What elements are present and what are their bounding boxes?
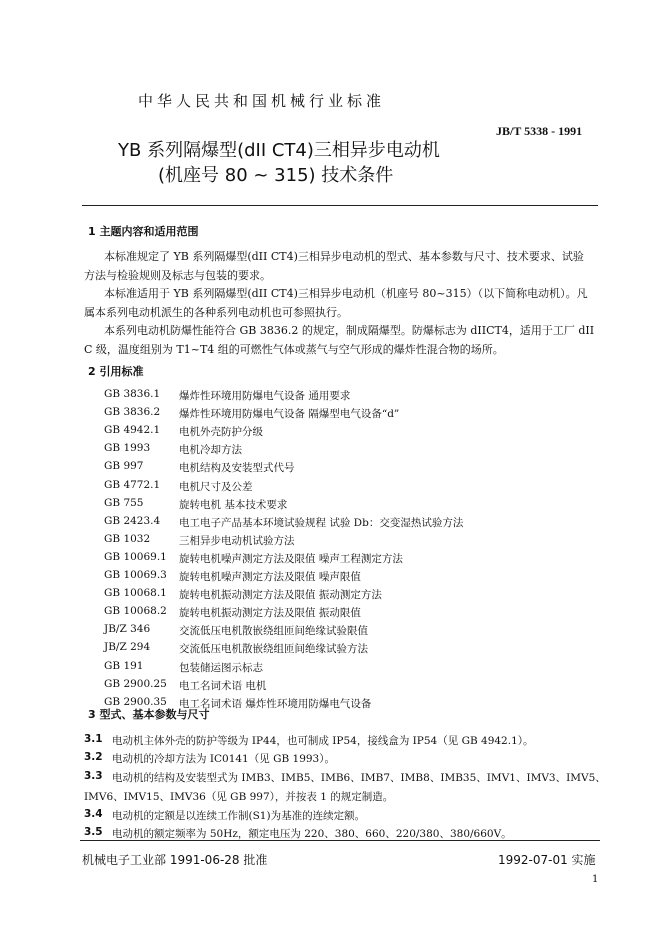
paragraph-line: 本系列电动机防爆性能符合 GB 3836.2 的规定，制成隔爆型。防爆标志为 dIICT4，适用于工厂 dII — [104, 324, 595, 337]
reference-code: GB 10068.2 — [104, 605, 167, 618]
reference-code: GB 2900.25 — [104, 677, 167, 690]
clause-number: 3.3 — [84, 770, 103, 782]
document-title-line1: YB 系列隔爆型(dII CT4)三相异步电动机 — [118, 140, 440, 161]
reference-code: GB 1032 — [104, 532, 151, 545]
reference-title: 交流低压电机散嵌绕组匝间绝缘试验方法 — [179, 643, 368, 656]
clause-number: 3.5 — [84, 826, 103, 838]
industry-standard-label: 中华人民共和国机械行业标准 — [138, 92, 386, 110]
reference-title: 爆炸性环境用防爆电气设备 隔爆型电气设备“d” — [179, 408, 400, 421]
reference-title: 包装储运图示标志 — [179, 661, 263, 674]
section-2-heading: 2 引用标准 — [88, 365, 144, 378]
reference-code: GB 10069.1 — [104, 550, 167, 563]
reference-title: 旋转电机振动测定方法及限值 振动限值 — [179, 607, 361, 620]
clause-text: 电动机的额定频率为 50Hz，额定电压为 220、380、660、220/380、380/660V。 — [112, 828, 512, 840]
section-3-heading: 3 型式、基本参数与尺寸 — [88, 708, 210, 721]
clause-number: 3.1 — [84, 733, 103, 745]
reference-code: GB 10068.1 — [104, 587, 167, 600]
paragraph-line: 本标准适用于 YB 系列隔爆型(dII CT4)三相异步电动机（机座号 80~315）（以下简称电动机）。凡 — [104, 287, 588, 300]
reference-code: GB 4772.1 — [104, 478, 161, 491]
reference-title: 电机冷却方法 — [179, 444, 242, 457]
reference-title: 旋转电机 基本技术要求 — [179, 498, 288, 511]
clause-number: 3.2 — [84, 751, 103, 763]
reference-code: JB/Z 294 — [104, 641, 151, 654]
reference-title: 旋转电机噪声测定方法及限值 噪声工程测定方法 — [179, 552, 403, 565]
reference-title: 电工电子产品基本环境试验规程 试验 Db：交变湿热试验方法 — [179, 516, 464, 529]
section-1-heading: 1 主题内容和适用范围 — [88, 225, 199, 238]
implemented-date: 1992-07-01 实施 — [498, 853, 596, 867]
reference-code: GB 3836.2 — [104, 406, 161, 419]
reference-code: GB 191 — [104, 659, 144, 672]
clause-text: IMV6、IMV15、IMV36（见 GB 997），并按表 1 的规定制造。 — [84, 791, 394, 803]
document-title-line2: (机座号 80 ~ 315) 技术条件 — [158, 165, 394, 186]
reference-title: 电工名词术语 爆炸性环境用防爆电气设备 — [179, 697, 372, 710]
reference-code: GB 10069.3 — [104, 569, 167, 581]
reference-code: GB 2423.4 — [104, 514, 161, 527]
reference-code: JB/Z 346 — [104, 623, 151, 636]
reference-title: 电机结构及安装型式代号 — [179, 462, 295, 475]
footer-divider — [80, 840, 600, 841]
reference-code: GB 4942.1 — [104, 424, 161, 437]
reference-title: 电工名词术语 电机 — [179, 679, 267, 692]
clause-text: 电动机主体外壳的防护等级为 IP44，也可制成 IP54，接线盒为 IP54（见 GB 4942.1）。 — [112, 735, 534, 747]
reference-title: 电机外壳防护分级 — [179, 426, 263, 439]
standard-number: JB/T 5338 - 1991 — [496, 124, 583, 138]
reference-title: 旋转电机振动测定方法及限值 振动测定方法 — [179, 589, 382, 602]
clause-text: 电动机的结构及安装型式为 IMB3、IMB5、IMB6、IMB7、IMB8、IMB35、IMV1、IMV3、IMV5、 — [112, 772, 606, 784]
paragraph-line: 本标准规定了 YB 系列隔爆型(dII CT4)三相异步电动机的型式、基本参数与尺寸、技术要求、试验 — [104, 250, 584, 263]
page-number: 1 — [592, 874, 599, 885]
reference-title: 旋转电机噪声测定方法及限值 噪声限值 — [179, 571, 361, 583]
reference-title: 爆炸性环境用防爆电气设备 通用要求 — [179, 390, 351, 402]
paragraph-line: C 级，温度组别为 T1~T4 组的可燃性气体或蒸气与空气形成的爆炸性混合物的场所。 — [84, 343, 504, 356]
clause-text: 电动机的冷却方法为 IC0141（见 GB 1993）。 — [112, 753, 335, 765]
paragraph-line: 属本系列电动机派生的各种系列电动机也可参照执行。 — [84, 306, 348, 319]
clause-text: 电动机的定额是以连续工作制(S1)为基准的连续定额。 — [112, 810, 366, 822]
reference-code: GB 3836.1 — [104, 388, 161, 400]
reference-title: 三相异步电动机试验方法 — [179, 534, 295, 547]
paragraph-line: 方法与检验规则及标志与包装的要求。 — [84, 269, 271, 282]
reference-title: 交流低压电机散嵌绕组匝间绝缘试验限值 — [179, 625, 368, 638]
reference-code: GB 997 — [104, 460, 144, 473]
reference-title: 电机尺寸及公差 — [179, 480, 253, 493]
reference-code: GB 2900.35 — [104, 695, 167, 708]
reference-code: GB 1993 — [104, 442, 151, 455]
issued-date: 机械电子工业部 1991-06-28 批准 — [82, 853, 268, 867]
header-divider — [82, 205, 598, 206]
reference-code: GB 755 — [104, 496, 144, 509]
clause-number: 3.4 — [84, 808, 103, 820]
